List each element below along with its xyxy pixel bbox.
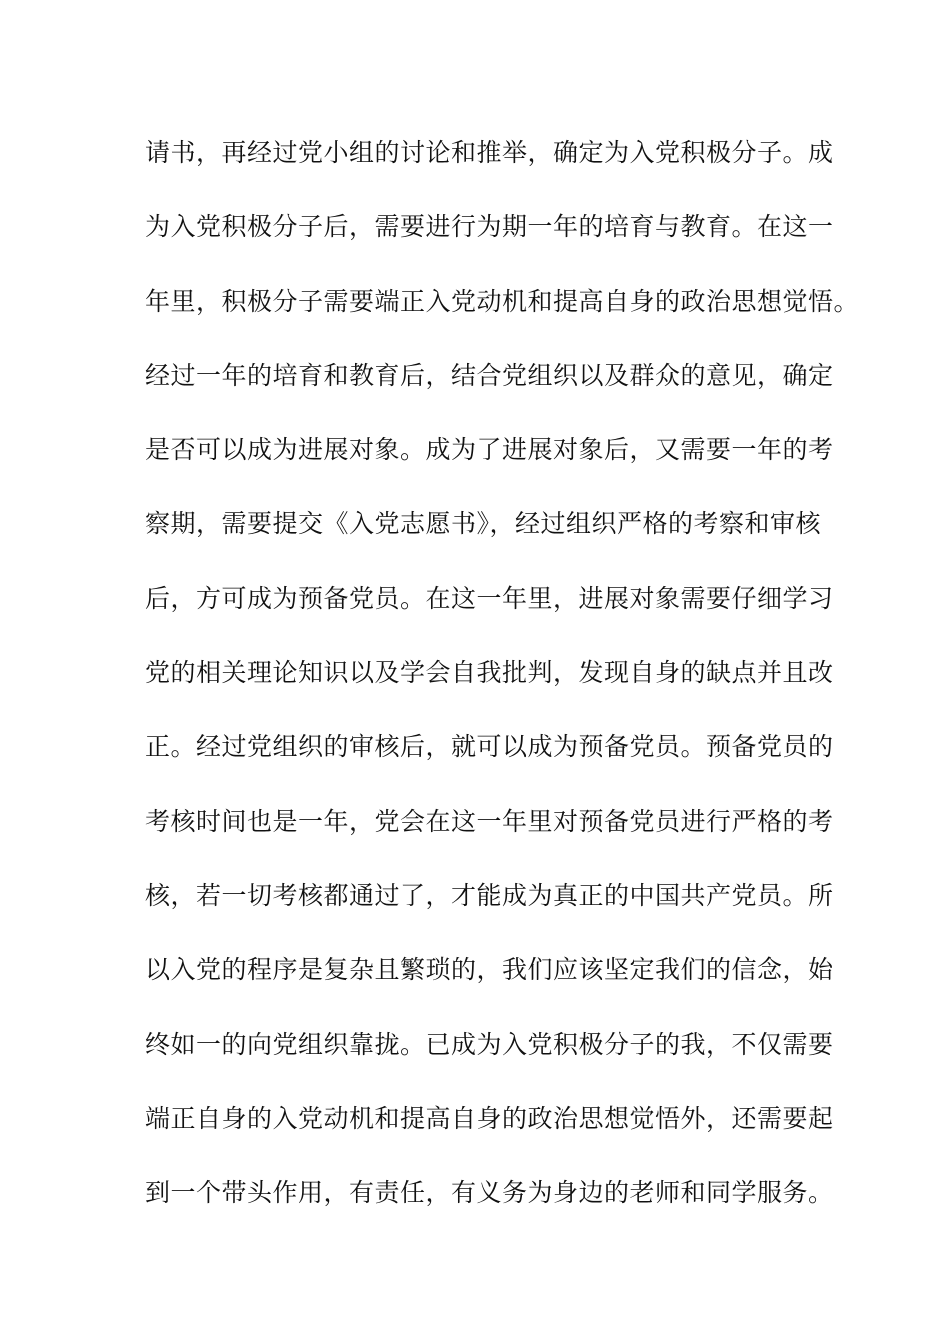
text-line: 到一个带头作用，有责任，有义务为身边的老师和同学服务。	[145, 1178, 834, 1208]
text-line: 请书，再经过党小组的讨论和推举，确定为入党积极分子。成	[145, 138, 834, 167]
text-line: 是否可以成为进展对象。成为了进展对象后，又需要一年的考	[145, 435, 834, 465]
text-line: 端正自身的入党动机和提高自身的政治思想觉悟外，还需要起	[145, 1103, 834, 1133]
text-line: 终如一的向党组织靠拢。已成为入党积极分子的我，不仅需要	[145, 1029, 834, 1059]
text-line: 党的相关理论知识以及学会自我批判，发现自身的缺点并且改	[145, 658, 834, 688]
body-text	[145, 133, 860, 1247]
text-line: 正。经过党组织的审核后，就可以成为预备党员。预备党员的	[145, 732, 834, 762]
text-line: 以入党的程序是复杂且繁琐的，我们应该坚定我们的信念，始	[145, 955, 834, 985]
text-line: 经过一年的培育和教育后，结合党组织以及群众的意见，确定	[145, 360, 834, 390]
text-line: 察期，需要提交《入党志愿书》，经过组织严格的考察和审核	[145, 509, 822, 539]
text-line: 考核时间也是一年，党会在这一年里对预备党员进行严格的考	[145, 806, 834, 836]
text-line: 为入党积极分子后，需要进行为期一年的培育与教育。在这一	[145, 212, 834, 242]
text-line: 年里，积极分子需要端正入党动机和提高自身的政治思想觉悟。	[145, 286, 860, 316]
text-line: 核，若一切考核都通过了，才能成为真正的中国共产党员。所	[145, 880, 834, 910]
text-line: 后，方可成为预备党员。在这一年里，进展对象需要仔细学习	[145, 583, 834, 613]
